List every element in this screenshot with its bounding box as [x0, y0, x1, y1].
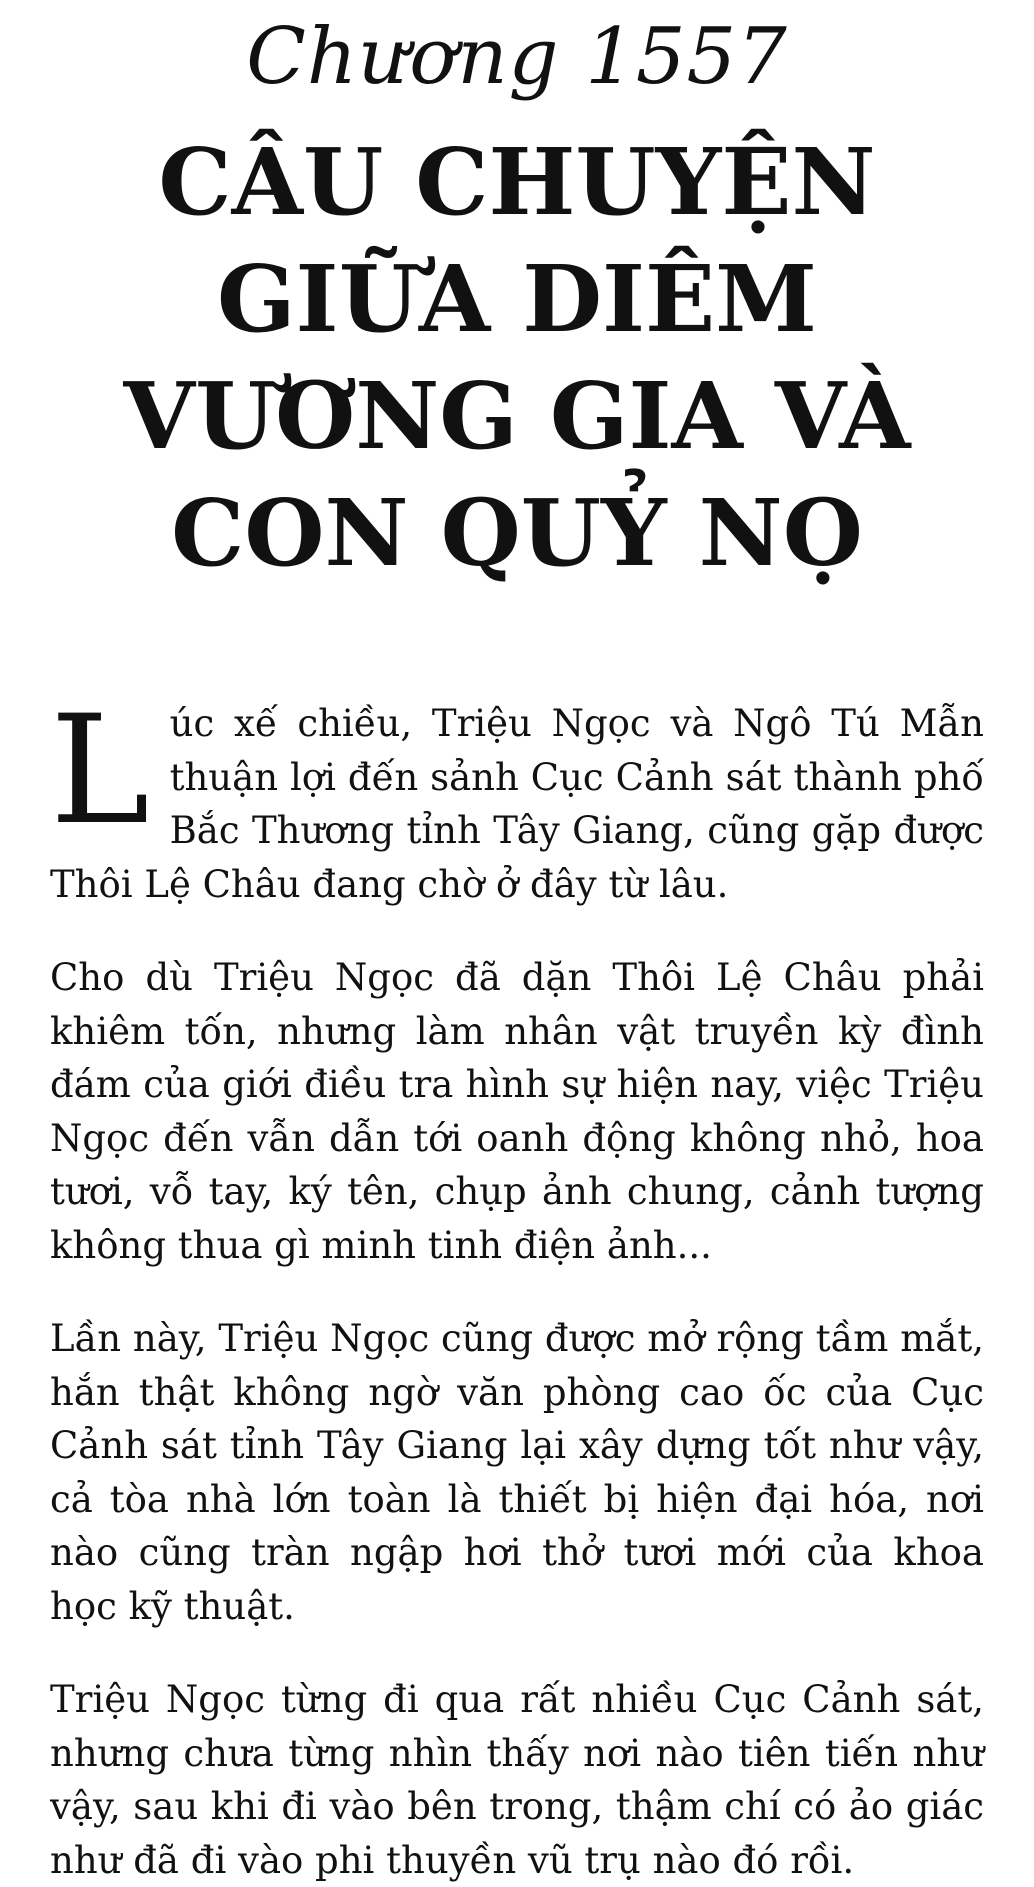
paragraph-1 — [50, 684, 984, 911]
paragraph-2: Cho dù Triệu Ngọc đã dặn Thôi Lệ Châu phải khiêm tốn, nhưng làm nhân vật truyền kỳ đình đám của giới điều tra hình sự hiện nay, việc Triệu Ngọc đến vẫn dẫn tới oanh động không nhỏ, hoa tươi, vỗ tay, ký tên, chụp ảnh chung, cảnh tượng không thua gì minh tinh điện ảnh... — [50, 956, 984, 1267]
chapter-content — [50, 684, 984, 1887]
drop-cap: L — [50, 684, 150, 858]
paragraph-4: Triệu Ngọc từng đi qua rất nhiều Cục Cảnh sát, nhưng chưa từng nhìn thấy nơi nào tiên tiến như vậy, sau khi đi vào bên trong, thậm chí có ảo giác như đã đi vào phi thuyền vũ trụ nào đó rồi. — [50, 1678, 984, 1882]
paragraph-3: Lần này, Triệu Ngọc cũng được mở rộng tầm mắt, hắn thật không ngờ văn phòng cao ốc của Cục Cảnh sát tỉnh Tây Giang lại xây dựng tốt như vậy, cả tòa nhà lớn toàn là thiết bị hiện đại hóa, nơi nào cũng tràn ngập hơi thở tươi mới của khoa học kỹ thuật. — [50, 1317, 984, 1628]
chapter-title: CÂU CHUYỆN GIỮA DIÊM VƯƠNG GIA VÀ CON QUỶ NỌ — [123, 128, 911, 587]
chapter-number: Chương 1557 — [246, 12, 788, 102]
paragraph-1-text: úc xế chiều, Triệu Ngọc và Ngô Tú Mẫn thuận lợi đến sảnh Cục Cảnh sát thành phố Bắc Thương tỉnh Tây Giang, cũng gặp được Thôi Lệ Châu đang chờ ở đây từ lâu. — [50, 702, 984, 906]
reader-page — [0, 12, 1034, 1882]
